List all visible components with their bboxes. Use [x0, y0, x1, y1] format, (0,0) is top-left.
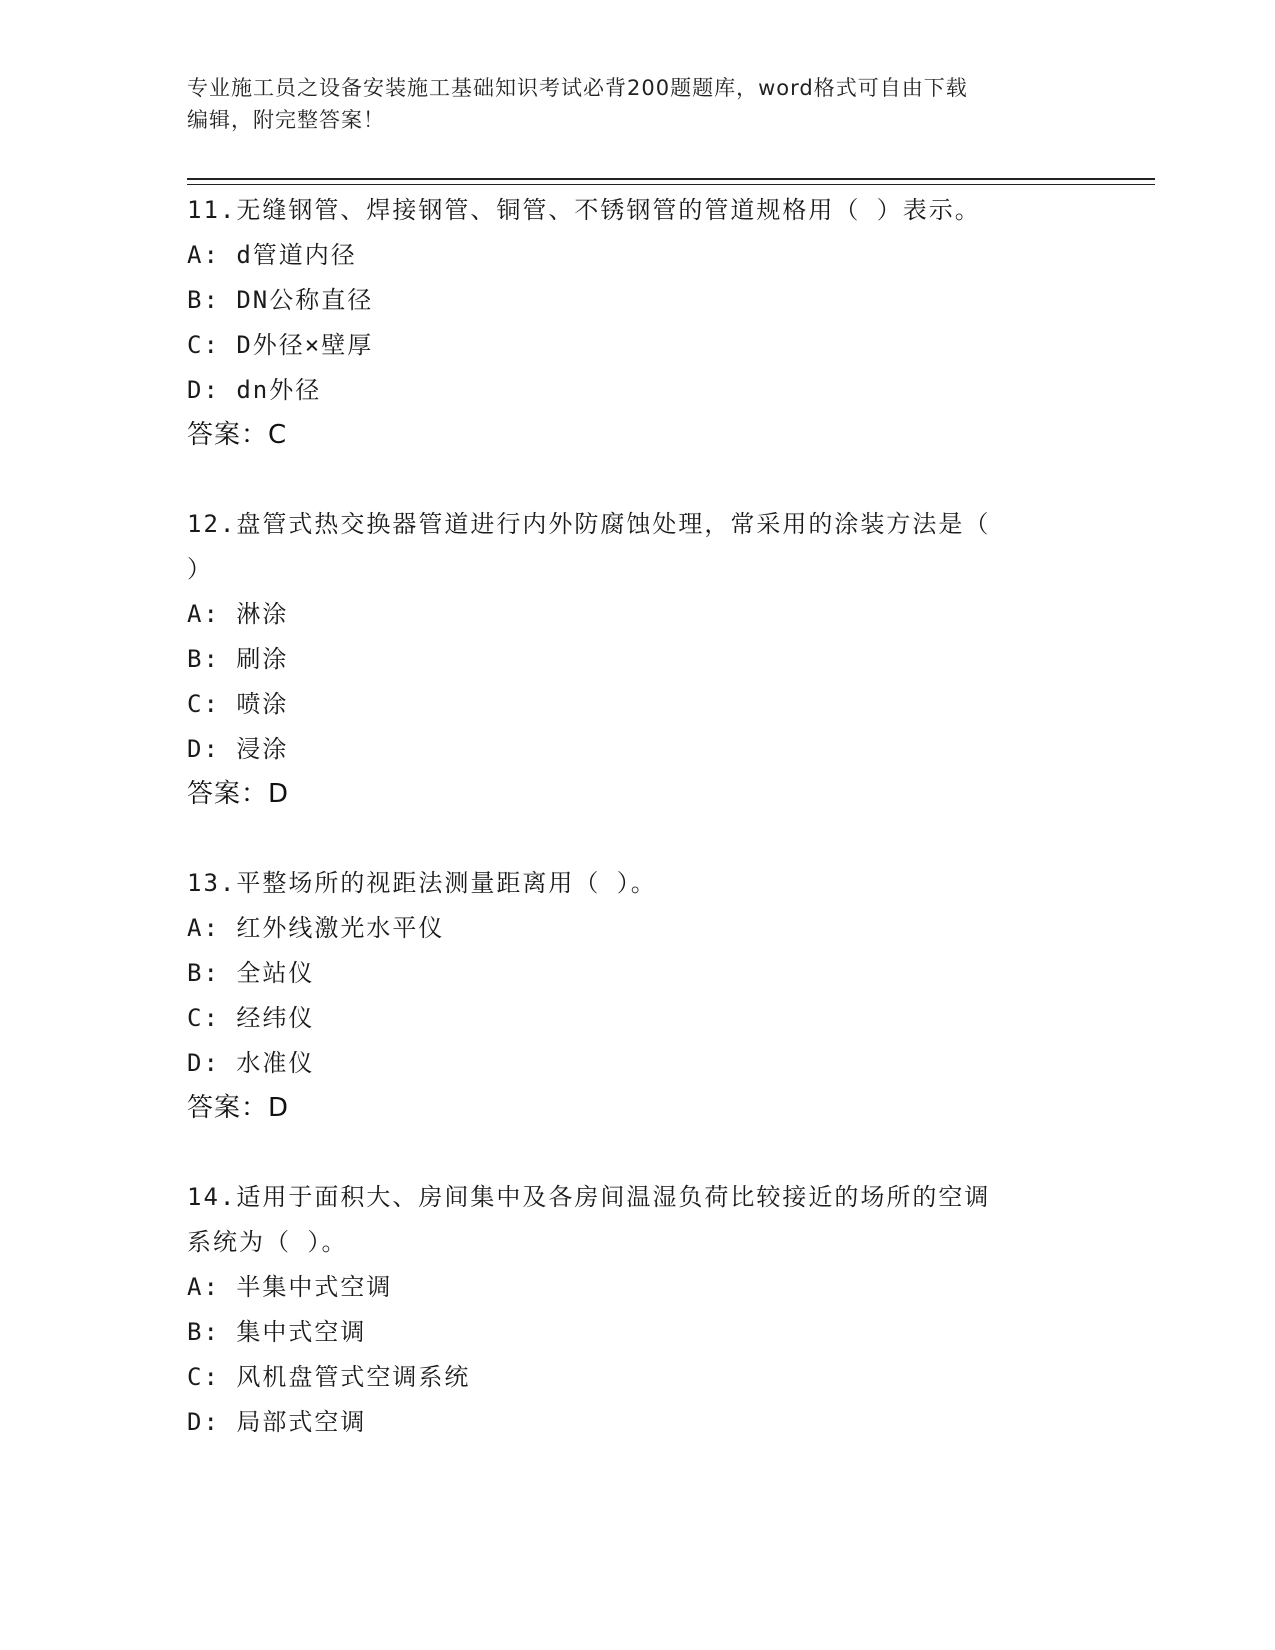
question-stem: 14.适用于面积大、房间集中及各房间温湿负荷比较接近的场所的空调: [187, 1183, 991, 1211]
question-list: [187, 188, 1077, 1489]
option-c: C: 喷涂: [187, 690, 289, 718]
option-a: A: d管道内径: [187, 241, 357, 269]
question-11: [187, 188, 1077, 458]
option-a: A: 淋涂: [187, 600, 289, 628]
question-12: [187, 502, 1077, 817]
question-stem-continued: 系统为（ ）。: [187, 1228, 348, 1256]
option-d: D: 水准仪: [187, 1049, 315, 1077]
option-a: A: 半集中式空调: [187, 1273, 393, 1301]
question-stem: 11.无缝钢管、焊接钢管、铜管、不锈钢管的管道规格用（ ）表示。: [187, 196, 981, 224]
header-line-1: 专业施工员之设备安装施工基础知识考试必背200题题库，word格式可自由下载: [187, 76, 968, 100]
option-b: B: 刷涂: [187, 645, 289, 673]
option-c: C: D外径×壁厚: [187, 331, 374, 359]
question-stem: 13.平整场所的视距法测量距离用（ ）。: [187, 869, 657, 897]
option-b: B: 集中式空调: [187, 1318, 367, 1346]
option-d: D: 浸涂: [187, 735, 289, 763]
option-c: C: 风机盘管式空调系统: [187, 1363, 471, 1391]
option-b: B: DN公称直径: [187, 286, 374, 314]
option-c: C: 经纬仪: [187, 1004, 315, 1032]
document-header: [187, 72, 1087, 136]
option-d: D: 局部式空调: [187, 1408, 367, 1436]
question-stem-continued: ）: [187, 555, 213, 583]
header-divider-thin: [187, 184, 1155, 185]
question-stem: 12.盘管式热交换器管道进行内外防腐蚀处理，常采用的涂装方法是（: [187, 510, 991, 538]
answer: 答案：C: [187, 420, 288, 450]
answer: 答案：D: [187, 1093, 290, 1123]
option-b: B: 全站仪: [187, 959, 315, 987]
header-divider-thick: [187, 178, 1155, 180]
question-13: [187, 861, 1077, 1131]
answer: 答案：D: [187, 779, 290, 809]
option-d: D: dn外径: [187, 376, 322, 404]
header-line-2: 编辑，附完整答案！: [187, 108, 385, 132]
question-14: [187, 1175, 1077, 1445]
option-a: A: 红外线激光水平仪: [187, 914, 445, 942]
